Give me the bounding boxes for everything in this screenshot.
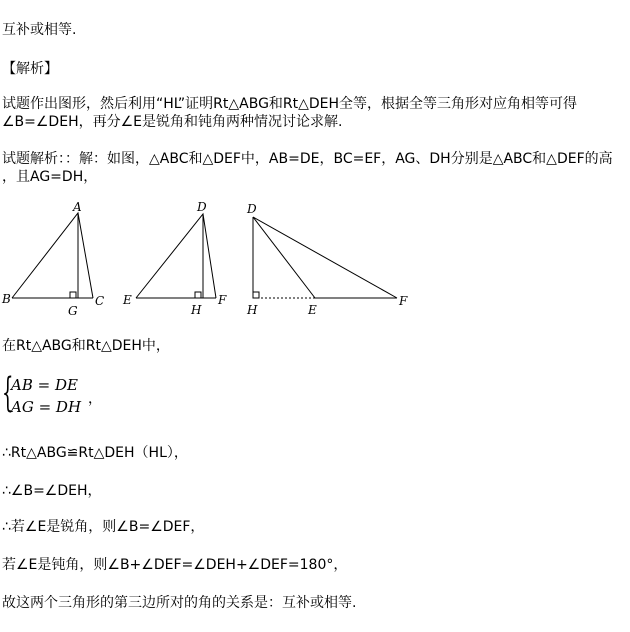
answer-line: 互补或相等. (2, 22, 77, 38)
conclusion-text: 故这两个三角形的第三边所对的角的关系是：互补或相等. (2, 595, 357, 611)
solution-text-2: ，且AG=DH， (2, 169, 98, 185)
proof-text-2: ∴Rt△ABG≌Rt△DEH（HL）， (2, 445, 188, 461)
proof-text-1: 在Rt△ABG和Rt△DEH中， (2, 338, 170, 354)
brace-icon: { (2, 370, 14, 416)
analysis-text-2: ∠B=∠DEH，再分∠E是锐角和钝角两种情况讨论求解. (2, 114, 343, 130)
figure-1-triangle-abc (12, 213, 93, 298)
analysis-heading: 【解析】 (2, 61, 58, 77)
label-C: C (95, 294, 105, 308)
equation-system (2, 372, 202, 420)
label-H: H (247, 303, 258, 317)
label-D: D (197, 200, 207, 214)
label-E: E (308, 303, 317, 317)
label-B: B (2, 292, 11, 306)
label-F: F (399, 294, 408, 308)
label-H: H (191, 303, 202, 317)
triangles-figure (0, 196, 630, 322)
analysis-text-1: 试题作出图形，然后利用“HL”证明Rt△ABG和Rt△DEH全等，根据全等三角形对应角相等可得 (2, 96, 578, 112)
label-F: F (218, 293, 227, 307)
proof-text-3: ∴∠B=∠DEH， (2, 483, 102, 499)
equation-comma: ， (88, 391, 102, 407)
label-D: D (247, 202, 257, 216)
figure-2-triangle-def (136, 214, 216, 298)
proof-text-5: 若∠E是钝角，则∠B+∠DEF=∠DEH+∠DEF=180°， (2, 557, 348, 573)
equation-2: AG = DH (11, 398, 82, 416)
equation-1: AB = DE (11, 376, 78, 394)
figure-3-obtuse-triangle (253, 217, 397, 298)
label-E: E (123, 293, 132, 307)
label-A: A (73, 200, 82, 214)
proof-text-4: ∴若∠E是锐角，则∠B=∠DEF， (2, 519, 205, 535)
label-G: G (68, 304, 78, 318)
solution-text-1: 试题解析：：解：如图，△ABC和△DEF中，AB=DE，BC=EF，AG、DH分别是△ABC和△DEF的高 (2, 151, 613, 167)
